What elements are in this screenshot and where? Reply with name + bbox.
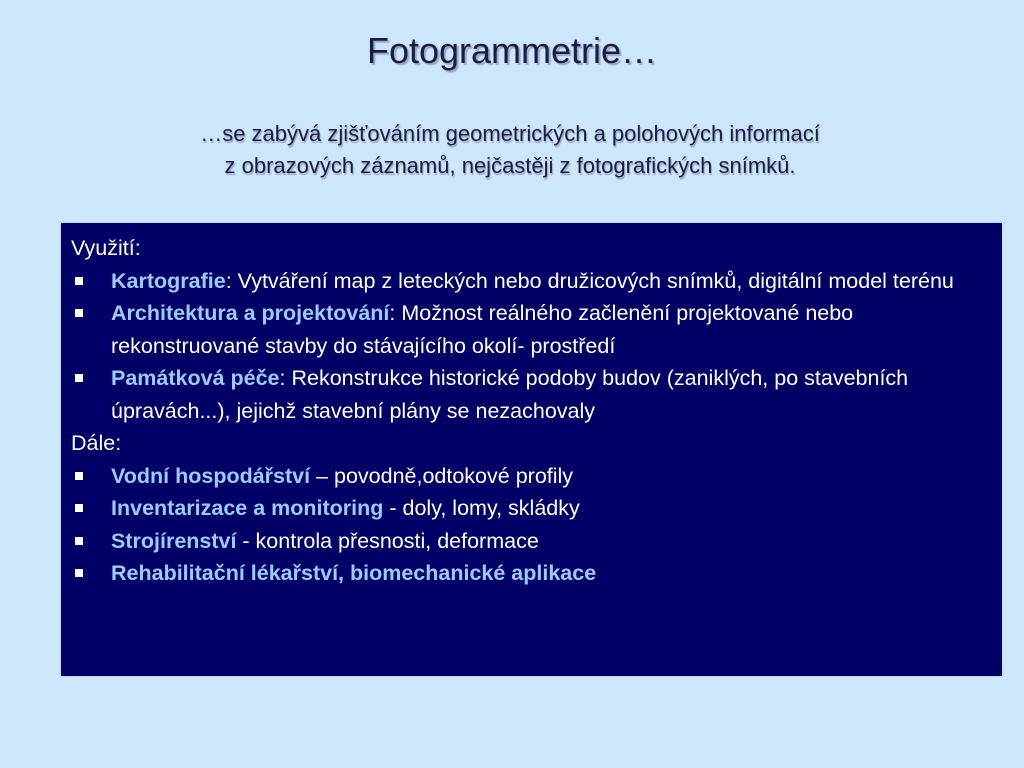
- list-item-term: Architektura a projektování: [111, 301, 390, 325]
- list-item-description: : Možnost reálného začlenění projektované nebo rekonstruované stavby do stávajícího okolí- prostředí: [111, 301, 854, 358]
- slide-subtitle: [60, 118, 960, 182]
- list-item-term: Památková péče: [111, 366, 280, 390]
- square-bullet-icon: [75, 309, 83, 317]
- square-bullet-icon: [75, 537, 83, 545]
- list-item-description: – povodně,odtokové profily: [310, 463, 574, 488]
- list-item: [71, 265, 992, 298]
- square-bullet-icon: [75, 472, 83, 480]
- list-item-term: Kartografie: [111, 268, 226, 293]
- subtitle-line: z obrazových záznamů, nejčastěji z fotografických snímků.: [224, 153, 796, 178]
- list-item: [71, 492, 992, 525]
- list-item: [71, 362, 992, 427]
- list-item-term: Rehabilitační lékařství, biomechanické aplikace: [111, 561, 597, 585]
- list-item: [71, 557, 992, 590]
- usage-list: [71, 265, 992, 428]
- subtitle-line: …se zabývá zjišťováním geometrických a polohových informací: [200, 121, 820, 146]
- square-bullet-icon: [75, 504, 83, 512]
- other-uses-list: [71, 460, 992, 590]
- list-item: [71, 460, 992, 493]
- list-item-description: - doly, lomy, skládky: [383, 496, 580, 520]
- list-item: [71, 297, 992, 362]
- list-item-description: : Rekonstrukce historické podoby budov (zaniklých, po stavebních úpravách...), jejichž stavební plány se nezachovaly: [111, 366, 909, 423]
- square-bullet-icon: [75, 569, 83, 577]
- list-item-term: Vodní hospodářství: [111, 463, 311, 488]
- square-bullet-icon: [75, 374, 83, 382]
- square-bullet-icon: [75, 277, 83, 285]
- section-heading-dale: Dále:: [71, 431, 122, 455]
- section-heading-vyuziti: Využití:: [71, 236, 141, 260]
- list-item-description: : Vytváření map z leteckých nebo družicových snímků, digitální model terénu: [225, 268, 954, 293]
- content-box: [60, 222, 1003, 677]
- slide-title: Fotogrammetrie…: [366, 30, 658, 71]
- list-item-term: Strojírenství: [111, 528, 237, 553]
- list-item-term: Inventarizace a monitoring: [111, 496, 384, 520]
- list-item-description: - kontrola přesnosti, deformace: [236, 528, 539, 553]
- list-item: [71, 525, 992, 558]
